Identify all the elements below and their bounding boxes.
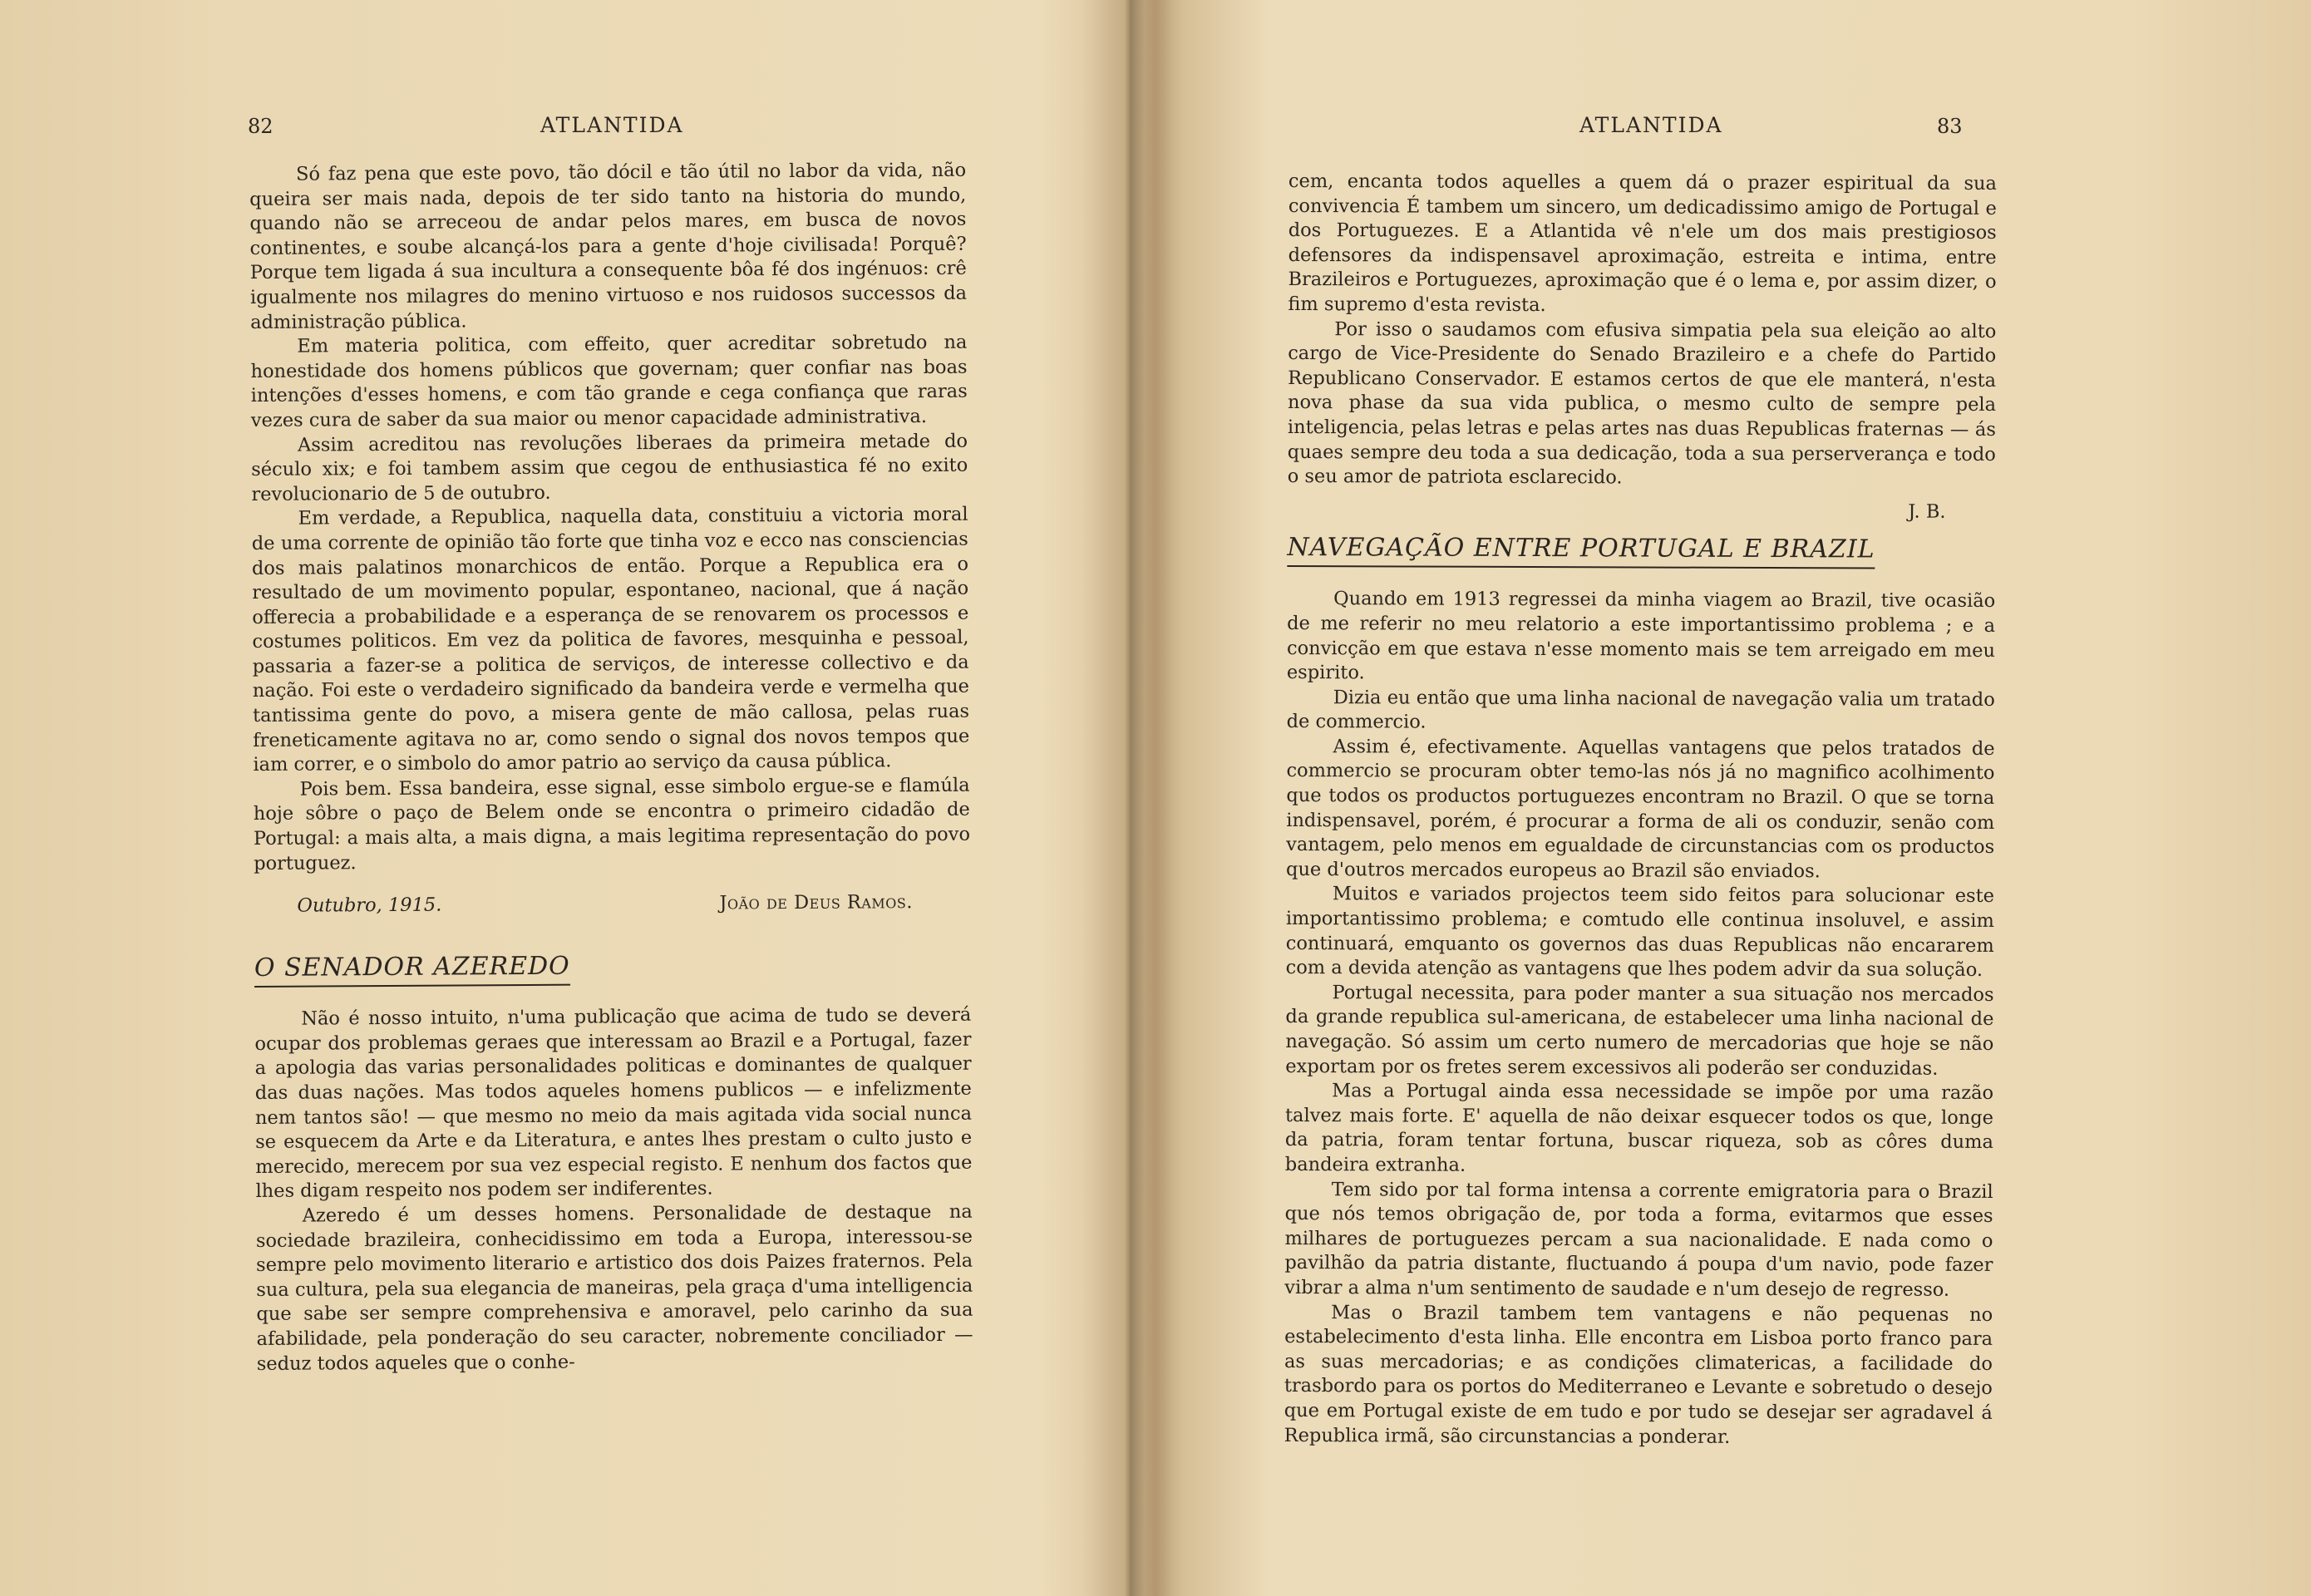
- paragraph: cem, encanta todos aquelles a quem dá o prazer espiritual da sua convivencia É tambem um sincero, um dedicadissimo amigo de Portugal e dos Portuguezes. E a Atlantida vê n'ele um dos mais prestigiosos defensores da indispensavel aproximação, estreita e intima, entre Brazileiros e Portuguezes, aproximação que é o lema e, por assim dizer, o fim supremo d'esta revista.: [1288, 170, 1997, 317]
- paragraph: Quando em 1913 regressei da minha viagem ao Brazil, tive ocasião de me referir no meu relatorio a este importantissimo problema ; e a convicção em que estava n'esse momento mais se tem arreigado em meu espirito.: [1286, 588, 1996, 684]
- right-page: [1156, 0, 2311, 1596]
- paragraph: Tem sido por tal forma intensa a corrente emigratoria para o Brazil que nós temos obrigação de, por toda a forma, evitarmos que esses milhares de portuguezes percam a sua nacionalidade. E nada como o pavilhão da patria distante, fluctuando á poupa d'um navio, pode fazer vibrar a alma n'um sentimento de saudade e n'um desejo de regresso.: [1284, 1178, 1993, 1301]
- section-title: NAVEGAÇÃO ENTRE PORTUGAL E BRAZIL: [1287, 532, 1875, 569]
- right-column: [1284, 170, 1997, 1451]
- paragraph: Só faz pena que este povo, tão dócil e tão útil no labor da vida, não queira ser mais nada, depois de ter sido tanto na historia do mundo, quando não se arreceou de andar pelos mares, em busca de novos continentes, e soube alcançá-los para a gente d'hoje civilisada! Porquê? Porque tem ligada á sua incultura a consequente bôa fé dos ingénuos: crê igualmente nos milagres do menino virtuoso e nos ruidosos successos da administração pública.: [249, 159, 968, 333]
- paragraph: Mas a Portugal ainda essa necessidade se impõe por uma razão talvez mais forte. E' aquella de não deixar esquecer todos os que, longe da patria, foram tentar fortuna, buscar riqueza, sob as côres duma bandeira extranha.: [1284, 1080, 1994, 1176]
- paragraph: Em verdade, a Republica, naquella data, constituiu a victoria moral de uma corrente de opinião tão forte que tinha voz e ecco nas consciencias dos mais palatinos monarchicos de então. Porque a Republica era o resultado de um movimento popular, espontaneo, nacional, que á nação offerecia a probabilidade e a esperança de se renovarem os processos e costumes politicos. Em vez da politica de favores, mesquinha e pessoal, passaria a fazer-se a politica de serviços, de interesse collectivo e da nação. Foi este o verdadeiro significado da bandeira verde e vermelha que tantissima gente do povo, a misera gente de mão callosa, pelas ruas freneticamente agitava no ar, como sendo o signal dos novos tempos que iam correr, e o simbolo do amor patrio ao serviço da causa pública.: [251, 504, 970, 776]
- paragraph: Dizia eu então que uma linha nacional de navegação valia um tratado de commercio.: [1286, 686, 1995, 733]
- paragraph: Mas o Brazil tambem tem vantagens e não pequenas no estabelecimento d'esta linha. Elle encontra em Lisboa porto franco para as suas mercadorias; e as condições climatericas, a facilidade do trasbordo para os portos do Mediterraneo e Levante e sobretudo o desejo que em Portugal existe de em tudo e por tudo se desejar ser agradavel á Republica irmã, são circunstancias a ponderar.: [1284, 1301, 1993, 1448]
- article-author: João de Deus Ramos.: [719, 891, 914, 914]
- left-page: [0, 0, 1131, 1596]
- page-number: 83: [1937, 115, 1963, 138]
- article-date: Outubro, 1915.: [297, 894, 442, 917]
- running-head: ATLANTIDA: [540, 113, 684, 137]
- paragraph: Azeredo é um desses homens. Personalidade de destaque na sociedade brazileira, conhecidissimo em toda a Europa, interessou-se sempre pelo movimento literario e artistico dos dois Paizes fraternos. Pela sua cultura, pela sua elegancia de maneiras, pela graça d'uma intelligencia que sabe ser sempre comprehensiva e amoravel, pelo carinho da sua afabilidade, pela ponderação do seu caracter, nobremente conciliador — seduz todos aqueles que o conhe-: [255, 1200, 973, 1375]
- paragraph: Assim acreditou nas revoluções liberaes da primeira metade do século xix; e foi tambem assim que cegou de enthusiastica fé no exito revolucionario de 5 de outubro.: [251, 430, 968, 505]
- section-title: O SENADOR AZEREDO: [254, 951, 570, 988]
- paragraph: Por isso o saudamos com efusiva simpatia pela sua eleição ao alto cargo de Vice-Presidente do Senado Brazileiro e a chefe do Partido Republicano Conservador. E estamos certos de que ele manterá, n'esta nova phase da sua vida publica, o mesmo culto de sempre pela inteligencia, pelas letras e pelas artes nas duas Republicas fraternas — ás quaes sempre deu toda a sua dedicação, toda a sua perserverança e todo o seu amor de patriota esclarecido.: [1287, 318, 1997, 489]
- author-initials: J. B.: [1908, 500, 1946, 523]
- paragraph: Pois bem. Essa bandeira, esse signal, esse simbolo ergue-se e flamúla hoje sôbre o paço de Belem onde se encontra o primeiro cidadão de Portugal: a mais alta, a mais digna, a mais legitima representação do povo portuguez.: [253, 774, 971, 874]
- signature-line: [254, 890, 970, 931]
- paragraph: Assim é, efectivamente. Aquellas vantagens que pelos tratados de commercio se procuram obter temo-las nós já no magnifico acolhimento que todos os productos portuguezes encontram no Brazil. O que se torna indispensavel, porém, é procurar a forma de ali os conduzir, senão com vantagem, pelo menos em egualdade de circunstancias com os productos que d'outros mercados europeus ao Brazil são enviados.: [1286, 736, 1995, 883]
- left-column: [249, 159, 973, 1377]
- running-head: ATLANTIDA: [1579, 113, 1723, 137]
- page-number: 82: [248, 115, 273, 138]
- paragraph: Muitos e variados projectos teem sido feitos para solucionar este importantissimo problema; e comtudo elle continua insoluvel, e assim continuará, emquanto os governos das duas Republicas não encararem com a devida atenção as vantagens que lhes podem advir da sua solução.: [1285, 883, 1994, 982]
- paragraph: Não é nosso intuito, n'uma publicação que acima de tudo se deverá ocupar dos problemas geraes que interessam ao Brazil e a Portugal, fazer a apologia das varias personalidades politicas e dominantes de qualquer das duas nações. Mas todos aqueles homens publicos — e infelizmente nem tantos são! — que mesmo no meio da mais agitada vida social nunca se esquecem da Arte e da Literatura, e antes lhes prestam o culto justo e merecido, merecem por sua vez especial registo. E nenhum dos factos que lhes digam respeito nos podem ser indiferentes.: [254, 1003, 973, 1203]
- paragraph: Em materia politica, com effeito, quer acreditar sobretudo na honestidade dos homens públicos que governam; quer confiar nas boas intenções d'esses homens, e com tão grande e cega confiança que raras vezes cura de saber da sua maior ou menor capacidade administrativa.: [250, 331, 968, 431]
- paragraph: Portugal necessita, para poder manter a sua situação nos mercados da grande republica sul-americana, de estabelecer uma linha nacional de navegação. Só assim um certo numero de mercadorias que hoje se não exportam por os fretes serem excessivos ali poderão ser conduzidas.: [1285, 982, 1994, 1080]
